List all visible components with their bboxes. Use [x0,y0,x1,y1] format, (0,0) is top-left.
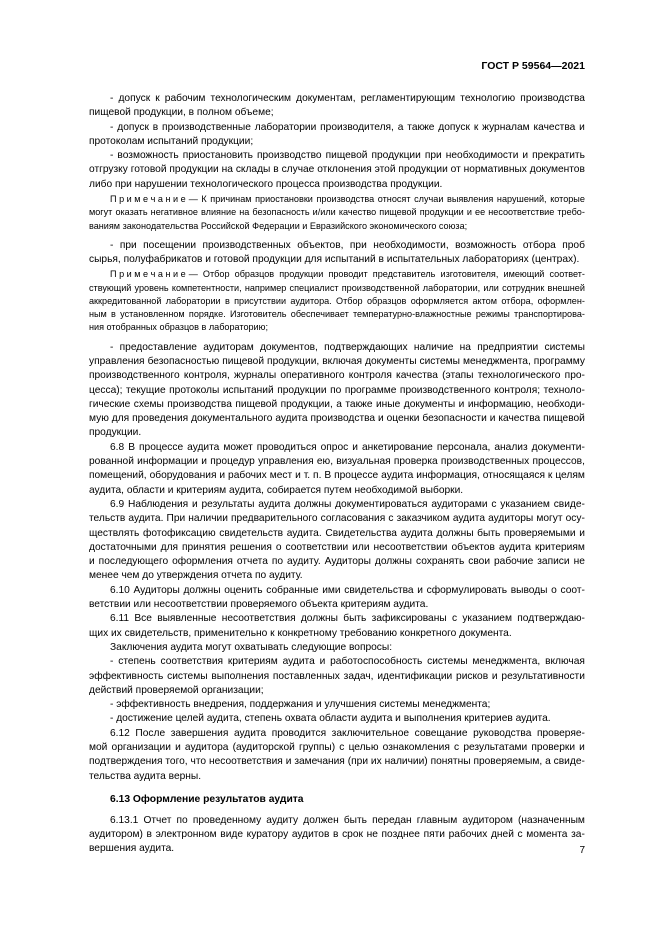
text-line [89,121,585,135]
paragraph [89,641,585,655]
text-line [89,512,585,526]
text-line [89,712,585,726]
text-line [89,828,585,842]
line-text: протоколам испытаний продукции; [89,135,254,147]
line-text: рованной информации и процедур управления ею, визуальная проверка производственных процессов, [89,456,585,468]
text-line [89,469,585,483]
line-text: либо при нарушении технологического процесса производства продукции. [89,178,443,190]
text-line [89,239,585,253]
text-line [89,135,585,149]
text-line [89,842,585,856]
paragraph [89,698,585,712]
text-line [89,282,585,295]
line-text: сырья, полуфабрикатов и готовой продукции для испытаний в испытательных лабораториях (центрах). [89,254,580,266]
line-text: ным в установленном порядке. Изготовитель обеспечивает температурно-влажностные режимы транспортирова- [89,309,585,320]
text-line [89,698,585,712]
paragraph [89,121,585,150]
note-label: П р и м е ч а н и е [110,269,186,280]
text-line [89,755,585,769]
text-line [89,149,585,163]
line-text: достаточными для принятия решения о соответствии или несоответствии объектов аудита критериям [89,541,585,553]
line-text: ществлять фотофиксацию свидетельств аудита. Свидетельства аудита должны быть проверяемыми и [89,527,585,539]
line-text: 6.13.1 Отчет по проведенному аудиту должен быть передан главным аудитором (назначенным [110,814,585,826]
line-text: вершения аудита. [89,843,175,855]
text-line [89,527,585,541]
line-text: менее чем до утверждения отчета по аудиту. [89,570,303,582]
line-text: производственного контроля, журналы оперативного контроля качества (этапы технологического про- [89,370,585,382]
paragraph [89,341,585,441]
text-line [89,627,585,641]
text-line [89,612,585,626]
paragraph [89,612,585,641]
paragraph [89,498,585,584]
note-label: П р и м е ч а н и е [110,194,186,205]
line-text: продукции. [89,427,142,439]
note-block [89,268,585,334]
note-block [89,193,585,233]
text-line [89,106,585,120]
text-line [89,484,585,498]
line-text: эффективность системы выполнения поставленных задач, идентификации рисков и результативности [89,670,585,682]
text-line [89,163,585,177]
line-text: - предоставление аудиторам документов, подтверждающих наличие на предприятии системы [110,341,585,353]
line-text: аудита, области и критериям аудита, собирается путем необходимой выборки. [89,484,464,496]
line-text: пищевой продукции, в полном объеме; [89,107,274,119]
line-text: - достижение целей аудита, степень охвата области аудита и выполнения критериев аудита. [110,713,551,725]
line-text: ваниям законодательства Российской Федерации и Евразийского экономического союза; [89,220,468,231]
text-line [89,584,585,598]
line-text: - допуск в производственные лаборатории производителя, а также допуск к журналам качества и [110,121,585,133]
paragraph [89,584,585,613]
paragraph [89,655,585,698]
text-line [89,793,585,807]
line-text: 6.8 В процессе аудита может проводиться опрос и анкетирование персонала, анализ документи- [110,441,585,453]
text-line [89,426,585,440]
text-line [89,569,585,583]
text-line [89,220,585,233]
text-line [89,268,585,281]
line-text: помещений, оборудования и рабочих мест и т. п. В процессе аудита информация, относящаяся к целям [89,470,585,482]
line-text: — К причинам приостановки производства относят случаи выявления нарушений, которые [188,194,585,205]
text-line [89,206,585,219]
text-line [89,193,585,206]
text-line [89,770,585,784]
line-text: - эффективность внедрения, поддержания и улучшения системы менеджмента; [110,699,491,711]
line-text: аккредитованной лаборатории в присутствии аудитора. Отбор образцов оформляется актом отбора, оформлен- [89,295,585,306]
text-line [89,355,585,369]
line-text: и последующего оформления отчета по аудиту. Аудиторы должны сохранять свои рабочие записи не [89,556,585,568]
text-line [89,670,585,684]
heading-text: 6.13 Оформление результатов аудита [110,793,304,805]
line-text: ния отобранных образцов в лабораторию; [89,322,268,333]
page-number: 7 [579,845,585,856]
line-text: управления безопасностью пищевой продукции, включая документы системы менеджмента, программу [89,355,585,367]
text-line [89,384,585,398]
line-text: тельства аудита верны. [89,770,202,782]
text-line [89,814,585,828]
paragraph [89,712,585,726]
line-text: мую для проведения документального аудита производства и оценки безопасности и качества пищевой [89,413,585,425]
text-line [89,441,585,455]
paragraph [89,441,585,498]
text-line [89,398,585,412]
text-line [89,321,585,334]
line-text: 6.12 После завершения аудита проводится заключительное совещание руководства проверяе- [110,727,585,739]
paragraph [89,814,585,857]
line-text: 6.9 Наблюдения и результаты аудита должны документироваться аудиторами с указанием свиде- [110,498,585,510]
text-line [89,541,585,555]
paragraph [89,149,585,192]
line-text: гические схемы производства пищевой продукции, а также иные документы и информацию, необходи- [89,398,585,410]
line-text: - возможность приостановить производство пищевой продукции при необходимости и прекратить [110,150,585,162]
text-line [89,741,585,755]
line-text: - при посещении производственных объектов, при необходимости, возможность отбора проб [110,239,585,251]
text-line [89,727,585,741]
text-line [89,178,585,192]
line-text: тельств аудита. При наличии предварительного согласования с заказчиком аудита аудиторы могут осу- [89,513,585,525]
text-line [89,253,585,267]
text-line [89,369,585,383]
text-line [89,684,585,698]
document-code: ГОСТ Р 59564—2021 [481,60,585,72]
paragraph [89,92,585,121]
text-line [89,598,585,612]
text-line [89,555,585,569]
line-text: 6.10 Аудиторы должны оценить собранные ими свидетельства и сформулировать выводы о соот- [110,584,585,596]
line-text: цесса); текущие протоколы испытаний продукции по программе производственного контроля; техноло- [89,384,585,396]
line-text: могут оказать негативное влияние на безопасность и/или качество пищевой продукции и ее несоответствие требо- [89,207,585,218]
paragraph [89,727,585,784]
line-text: - допуск к рабочим технологическим документам, регламентирующим технологию производства [110,93,585,104]
line-text: 6.11 Все выявленные несоответствия должны быть зафиксированы с указанием подтверждаю- [110,613,585,625]
line-text: - степень соответствия критериям аудита и работоспособность системы менеджмента, включая [110,656,585,668]
line-text: аудитором) в электронном виде куратору аудитов в срок не позднее пяти рабочих дней с момента за- [89,829,585,841]
text-line [89,412,585,426]
line-text: Заключения аудита могут охватывать следующие вопросы: [110,641,393,653]
text-line [89,498,585,512]
section-heading [89,793,585,807]
line-text: мой организации и аудитора (аудиторской группы) с целью ознакомления с результатами проверки и [89,741,585,753]
line-text: ствующий уровень компетентности, например специалист производственной лаборатории, или сотрудник внешней [89,282,585,293]
line-text: — Отбор образцов продукции проводит представитель изготовителя, имеющий соответ- [188,269,585,280]
text-line [89,455,585,469]
text-line [89,92,585,106]
text-line [89,341,585,355]
text-line [89,641,585,655]
text-line [89,295,585,308]
line-text: щих их свидетельств, применительно к конкретному требованию конкретного документа. [89,627,512,639]
line-text: ветствии или несоответствии проверяемого объекта критериям аудита. [89,599,429,611]
line-text: подтверждения того, что несоответствия и замечания (при их наличии) понятны проверяемым, а свиде- [89,756,585,768]
line-text: отгрузку готовой продукции на склады в случае отклонения этой продукции от нормативных документов [89,164,585,176]
paragraph [89,239,585,268]
line-text: действий проверяемой организации; [89,684,264,696]
text-line [89,308,585,321]
text-line [89,655,585,669]
document-body [89,92,585,857]
